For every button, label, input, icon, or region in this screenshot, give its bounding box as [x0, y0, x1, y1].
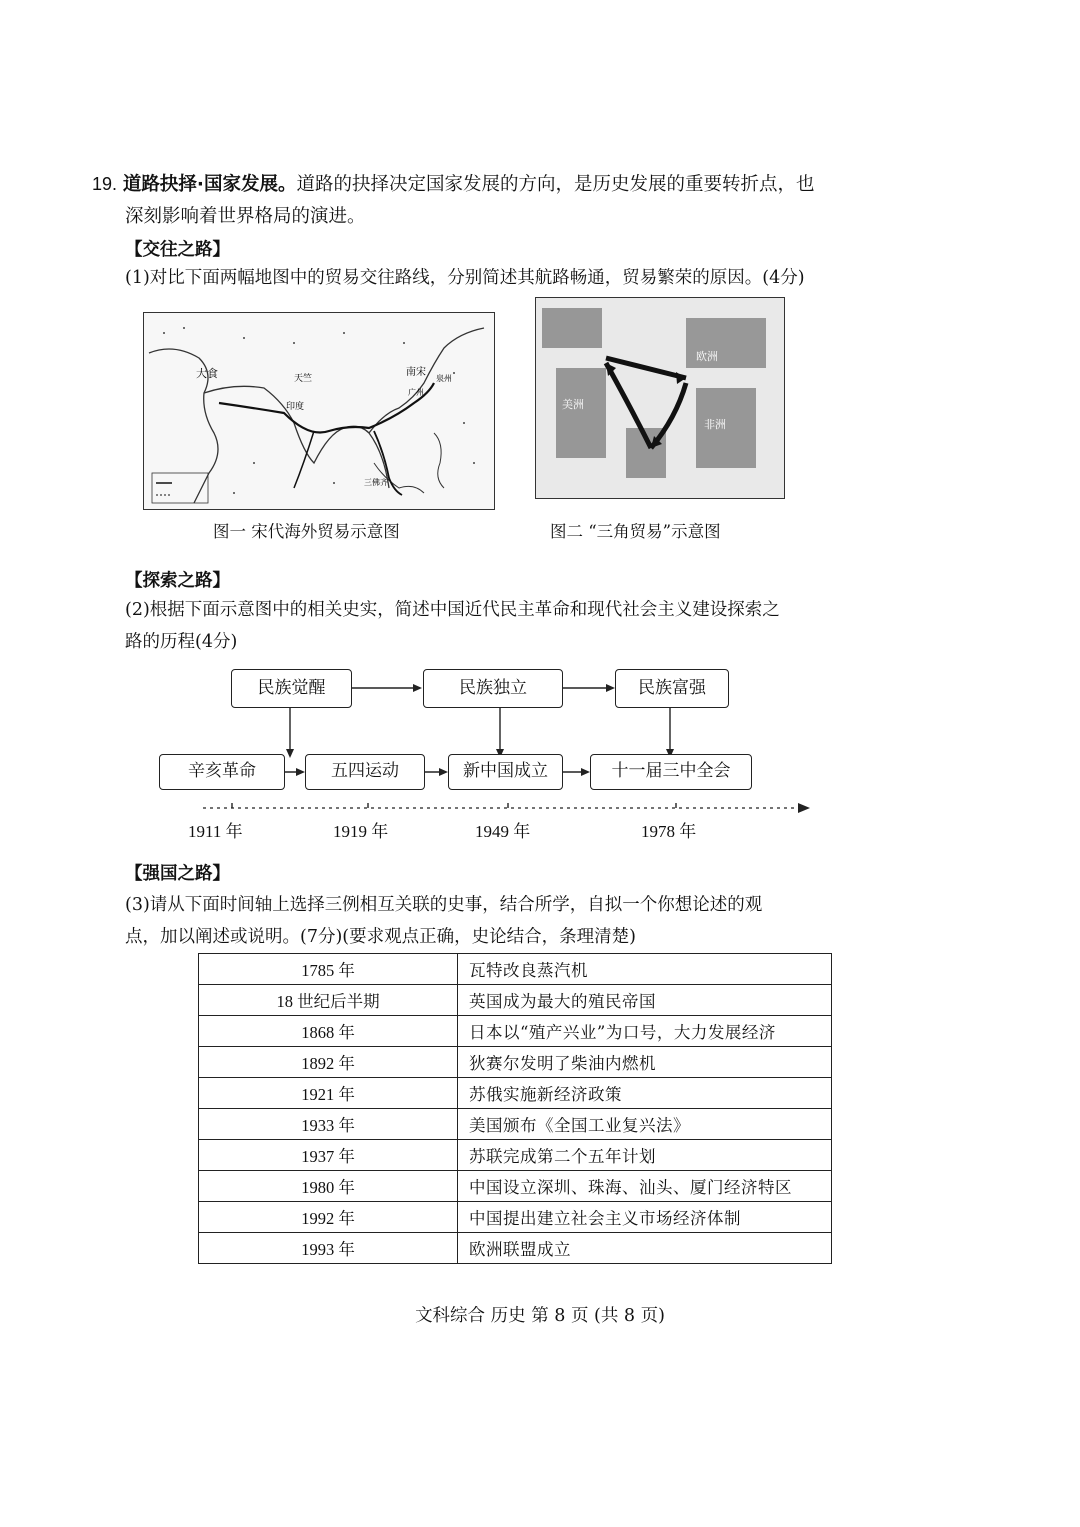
table-row — [199, 954, 832, 985]
question-intro-2: 深刻影响着世界格局的演进。 — [125, 206, 366, 227]
section2-prompt — [125, 594, 845, 658]
table-event: 瓦特改良蒸汽机 — [458, 954, 832, 985]
table-event: 欧洲联盟成立 — [458, 1233, 832, 1264]
flow-box-national-prosperity: 民族富强 — [615, 669, 729, 708]
table-event: 美国颁布《全国工业复兴法》 — [458, 1109, 832, 1140]
table-event: 英国成为最大的殖民帝国 — [458, 985, 832, 1016]
table-row — [199, 1233, 832, 1264]
section2-prompt-line-2: 路的历程(4分) — [125, 632, 238, 652]
table-year: 1785 年 — [199, 954, 458, 985]
figure1-label-4: 广州 — [408, 388, 424, 397]
timeline-year-1978: 1978 年 — [641, 822, 697, 841]
page-footer: 文科综合 历史 第 8 页 (共 8 页) — [415, 1306, 665, 1326]
flow-box-prc-founding: 新中国成立 — [448, 754, 563, 790]
figure2-caption: 图二 “三角贸易”示意图 — [550, 522, 721, 541]
table-year: 1933 年 — [199, 1109, 458, 1140]
table-row — [199, 1016, 832, 1047]
figure1-map — [143, 312, 495, 510]
figure1-label-1: 天竺 — [294, 374, 313, 384]
section2-prompt-line-1: (2)根据下面示意图中的相关史实，简述中国近代民主革命和现代社会主义建设探索之 — [125, 600, 780, 620]
section1-prompt: (1)对比下面两幅地图中的贸易交往路线，分别简述其航路畅通，贸易繁荣的原因。(4分) — [125, 268, 805, 288]
table-year: 1937 年 — [199, 1140, 458, 1171]
table-event: 苏联完成第二个五年计划 — [458, 1140, 832, 1171]
figure1-map-drawing — [144, 313, 494, 509]
table-year: 1993 年 — [199, 1233, 458, 1264]
figure2-label-1: 非洲 — [704, 418, 726, 431]
events-table — [198, 953, 832, 1264]
table-row — [199, 1202, 832, 1233]
figure2-map-drawing — [536, 298, 784, 498]
figure1-label-3: 南宋 — [406, 367, 426, 378]
table-row — [199, 1109, 832, 1140]
figure1-label-0: 大食 — [196, 367, 218, 380]
figure2-label-2: 美洲 — [562, 398, 584, 411]
question-header — [92, 168, 842, 233]
table-event: 日本以“殖产兴业”为口号，大力发展经济 — [458, 1016, 832, 1047]
flow-box-national-independence: 民族独立 — [423, 669, 563, 708]
table-event: 狄赛尔发明了柴油内燃机 — [458, 1047, 832, 1078]
section2-title: 【探索之路】 — [125, 571, 230, 591]
table-row — [199, 985, 832, 1016]
table-event: 苏俄实施新经济政策 — [458, 1078, 832, 1109]
figure1-label-5: 泉州 — [436, 374, 452, 383]
table-year: 1892 年 — [199, 1047, 458, 1078]
table-row — [199, 1078, 832, 1109]
flow-box-may-fourth: 五四运动 — [305, 754, 425, 790]
figure1-label-2: 印度 — [286, 402, 305, 412]
table-event: 中国提出建立社会主义市场经济体制 — [458, 1202, 832, 1233]
figure2-label-0: 欧洲 — [696, 350, 718, 363]
timeline-year-1949: 1949 年 — [475, 822, 531, 841]
question-intro-1: 道路的抉择决定国家发展的方向，是历史发展的重要转折点，也 — [296, 174, 815, 195]
timeline-year-1919: 1919 年 — [333, 822, 389, 841]
figure1-caption: 图一 宋代海外贸易示意图 — [213, 522, 400, 541]
table-year: 1992 年 — [199, 1202, 458, 1233]
table-row — [199, 1047, 832, 1078]
section3-prompt — [125, 889, 845, 953]
timeline-year-1911: 1911 年 — [188, 822, 243, 841]
figure2-map — [535, 297, 785, 499]
section3-prompt-line-2: 点，加以阐述或说明。(7分)(要求观点正确，史论结合，条理清楚) — [125, 927, 636, 947]
table-year: 1868 年 — [199, 1016, 458, 1047]
flow-box-xinhai-revolution: 辛亥革命 — [159, 754, 285, 790]
table-year: 18 世纪后半期 — [199, 985, 458, 1016]
flow-box-national-awakening: 民族觉醒 — [231, 669, 352, 708]
section3-prompt-line-1: (3)请从下面时间轴上选择三例相互关联的史事，结合所学，自拟一个你想论述的观 — [125, 895, 763, 915]
question-number: 19. — [92, 174, 118, 194]
table-year: 1980 年 — [199, 1171, 458, 1202]
question-title: 道路抉择·国家发展。 — [122, 174, 297, 195]
flow-box-third-plenum: 十一届三中全会 — [590, 754, 752, 790]
table-year: 1921 年 — [199, 1078, 458, 1109]
section3-title: 【强国之路】 — [125, 864, 230, 884]
table-row — [199, 1140, 832, 1171]
table-row — [199, 1171, 832, 1202]
section1-title: 【交往之路】 — [125, 240, 230, 260]
figure1-label-6: 三佛齐 — [364, 478, 388, 487]
table-event: 中国设立深圳、珠海、汕头、厦门经济特区 — [458, 1171, 832, 1202]
